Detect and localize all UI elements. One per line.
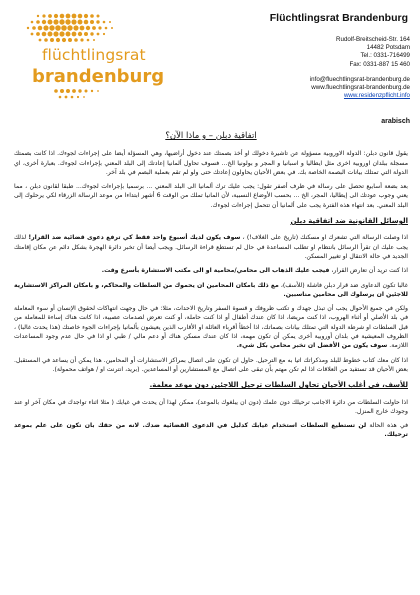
address-street: Rudolf-Breitscheid-Str. 164: [336, 36, 410, 43]
intro-paragraph-2: بعد بضعة أسابيع تحصل على رسالة في ظرف أصفر تقول: يجب عليك ترك ألمانيا الى البلد المعني ... برسميا بإجراءات لجوءك... طبقا لقانون دبلن ، مما يعني وجوب عودتك الى إيطاليا، المجر، الخ ... بحسب الأوضاع النسبية، لأن المانيا تملك من الوقت 6 أشهر ابتداءا من موعد الرسالة الزرقاء لكي يرحلوك إلى البلد المعني. بعد انتهاء هذه الفترة يجب على ألمانيا أن تتحمل إجراءات لجوءك.: [14, 183, 408, 209]
address-city: 14482 Potsdam: [366, 44, 410, 52]
legal-paragraph-3-emphasis: مع ذلك بامكان المحامين ان يحموك من السلطات والمحاكم، و بامكان المراكز الاستشارية للاجئين ان يرسلوك الى محامين مناسبين.: [14, 281, 408, 298]
legal-paragraph-4: [14, 304, 408, 350]
logo-dot-pattern-bottom: [48, 88, 118, 100]
organization-name: Flüchtlingsrat Brandenburg: [269, 12, 408, 24]
phone-number: Tel.: 0331-716499: [360, 52, 410, 60]
section-title-deportation: للأسف، في أغلب الأحيان تحاول السلطات ترحيل اللاجئين دون موعد معلمة.: [149, 381, 408, 390]
legal-paragraph-4-text: ولكن في جميع الأحوال يجب أن تبذل جهدك و تكتب ظروفك و قسوة السفر وتاريخ الاحداث، مثلا: في حال وجهت انتهاكات لحقوق الإنسان أو سوء المعاملة في بلد الأصلي أو أثناء الهروب، اذا كنت مريضا، اذا كان عندك أطفال أو اذا كنت حاملة، أو كنت تعرض لصدمات عصبية، اذا كانت هناك إساءة للمعاملة من قبل السلطات او شرطة الدولة التي تمتلك بيانات بصماتك، اذا أخطأ أقرباء العائلة او الأقارب الذين يعيشون بألمانيا بإجراءات الجوء خاصتك (هذا يحدث غالبا) ، الظروف المعيشية في بلدان أوروبية أخرى يمكن أن تكون مهمة، اذا كان عندك مسكن هناك أو دعم مالي / طبي او اذا في حال عدم وجود المساعدات اللازمة.: [14, 305, 408, 350]
legal-paragraph-1-emphasis: سوف يكون لديك أسبوع واحد فقط كي ترفع دعوى قضائية ضد القرار!: [28, 234, 241, 242]
website-link[interactable]: www.fluechtlingsrat-brandenburg.de: [311, 84, 410, 92]
legal-paragraph-3-start: غالبا تكون الدعاوى ضد قرار دبلن فاشلة (للأسف)،: [280, 281, 409, 289]
organization-logo: [18, 12, 165, 104]
legal-paragraph-2-start: اذا كنت تريد أن تعارض القرار،: [331, 267, 408, 275]
fax-number: Fax: 0331-887 15 460: [349, 60, 410, 68]
document-body: [14, 130, 408, 445]
legal-paragraph-1-start: اذا وصلت الرسالة التي تشعرك او مسكنك (تاريخ على الغلاف!) ،: [242, 234, 409, 242]
legal-paragraph-4-emphasis: سوف يكون من الأفضل ان تخبر محامي بكل شيء.: [236, 342, 388, 350]
deportation-paragraph-2-emphasis: لن تستطيع السلطات استخدام غيابك كدليل في الدعوى القضائية: [163, 422, 367, 430]
document-title: اتفاقية دبلن – و ماذا الآن؟: [165, 131, 257, 141]
deportation-paragraph-1: اذا حاولت السلطات من دائرة الاجانب ترحيلك دون علمك (دون ان يبلغوك بالموعد)، ممكن لهذا أن يحدث في غيابك ( مثلا اثناء تواجدك في مكان آخر او عند وجودك خارج المنزل.: [14, 398, 408, 415]
intro-paragraph-1: يقول قانون دبلن: الدولة الاوروبية مسؤولة عن تاشيرة دخولك او أخذ بصمتك عند دخول أراضيها، وهي المسؤلة أيضا على إجراءات لجوءك. اذا كانت بصمتك مسجلة ببلدان اوروبية اخرى مثل ايطاليا و اسبانيا و المجر و بولونيا الخ... فسوف تحاول ألمانيا إعادتك إلى البلد المعني بإجراءات لجوءك. بعبارة أخرى، اي الدولة التي تمتلك بيانات البصمة الخاصة بك. في بعض الأحيان يحاولون إعادتك حتى ولو لم تقم بعملية البصم في بلد آخر.: [14, 150, 408, 176]
logo-text-brandenburg: brandenburg: [32, 66, 165, 87]
deportation-paragraph-2: [14, 421, 408, 440]
legal-paragraph-2: [14, 266, 408, 275]
deportation-paragraph-2-start: في هذه الحالة: [369, 422, 409, 430]
section-title-legal-means: الوسائل القانونية ضد اتفاقية دبلن: [290, 217, 408, 226]
logo-text-fluechtlingsrat: flüchtlingsrat: [42, 46, 146, 64]
legal-paragraph-2-emphasis: فيجب عليك الذهاب الى محامي/محامية او الى مكتب الاستشارة بأسرع وقت.: [101, 267, 330, 275]
deportation-paragraph-2-end: ضدك. لانه من حقك بان تكون على علم بموعد ترحيلك.: [14, 422, 408, 439]
email-link[interactable]: info@fluechtlingsrat-brandenburg.de: [309, 75, 410, 83]
legal-paragraph-1: [14, 233, 408, 261]
legal-paragraph-3: [14, 281, 408, 300]
legal-paragraph-5: اذا كان معك كتاب خطوط للبلد ومذكراتك اتيا به مع الترحيل. حاول ان تكون على اتصال بمراكز الاستشارات أو المحامين. هذا يمكن أن يساعد في المستقبل. بعض الأحيان قد تستفيد من العلاقات اذا لم تكن مهتم بأن تبقى على اتصال مع المستشارين أو المساعدين. (بريد، انترنت او / هواتف محمولة).: [14, 356, 408, 373]
residenzpflicht-link[interactable]: www.residenzpflicht.info: [343, 92, 410, 100]
contact-block: [236, 36, 410, 100]
language-label: arabisch: [381, 118, 410, 125]
legal-paragraph-1-end: لذلك يجب عليك ان تقرأ الرسائل بانتظام او تطلب المساعدة في حال لم تستطع قراءة الرسائل. ويجب أيضا أن تخبر دائرة الهجرة بشكل دائم عن مكان إقامتك الجديد في حالة الانتقال او تغيير المسكن.: [14, 234, 408, 260]
